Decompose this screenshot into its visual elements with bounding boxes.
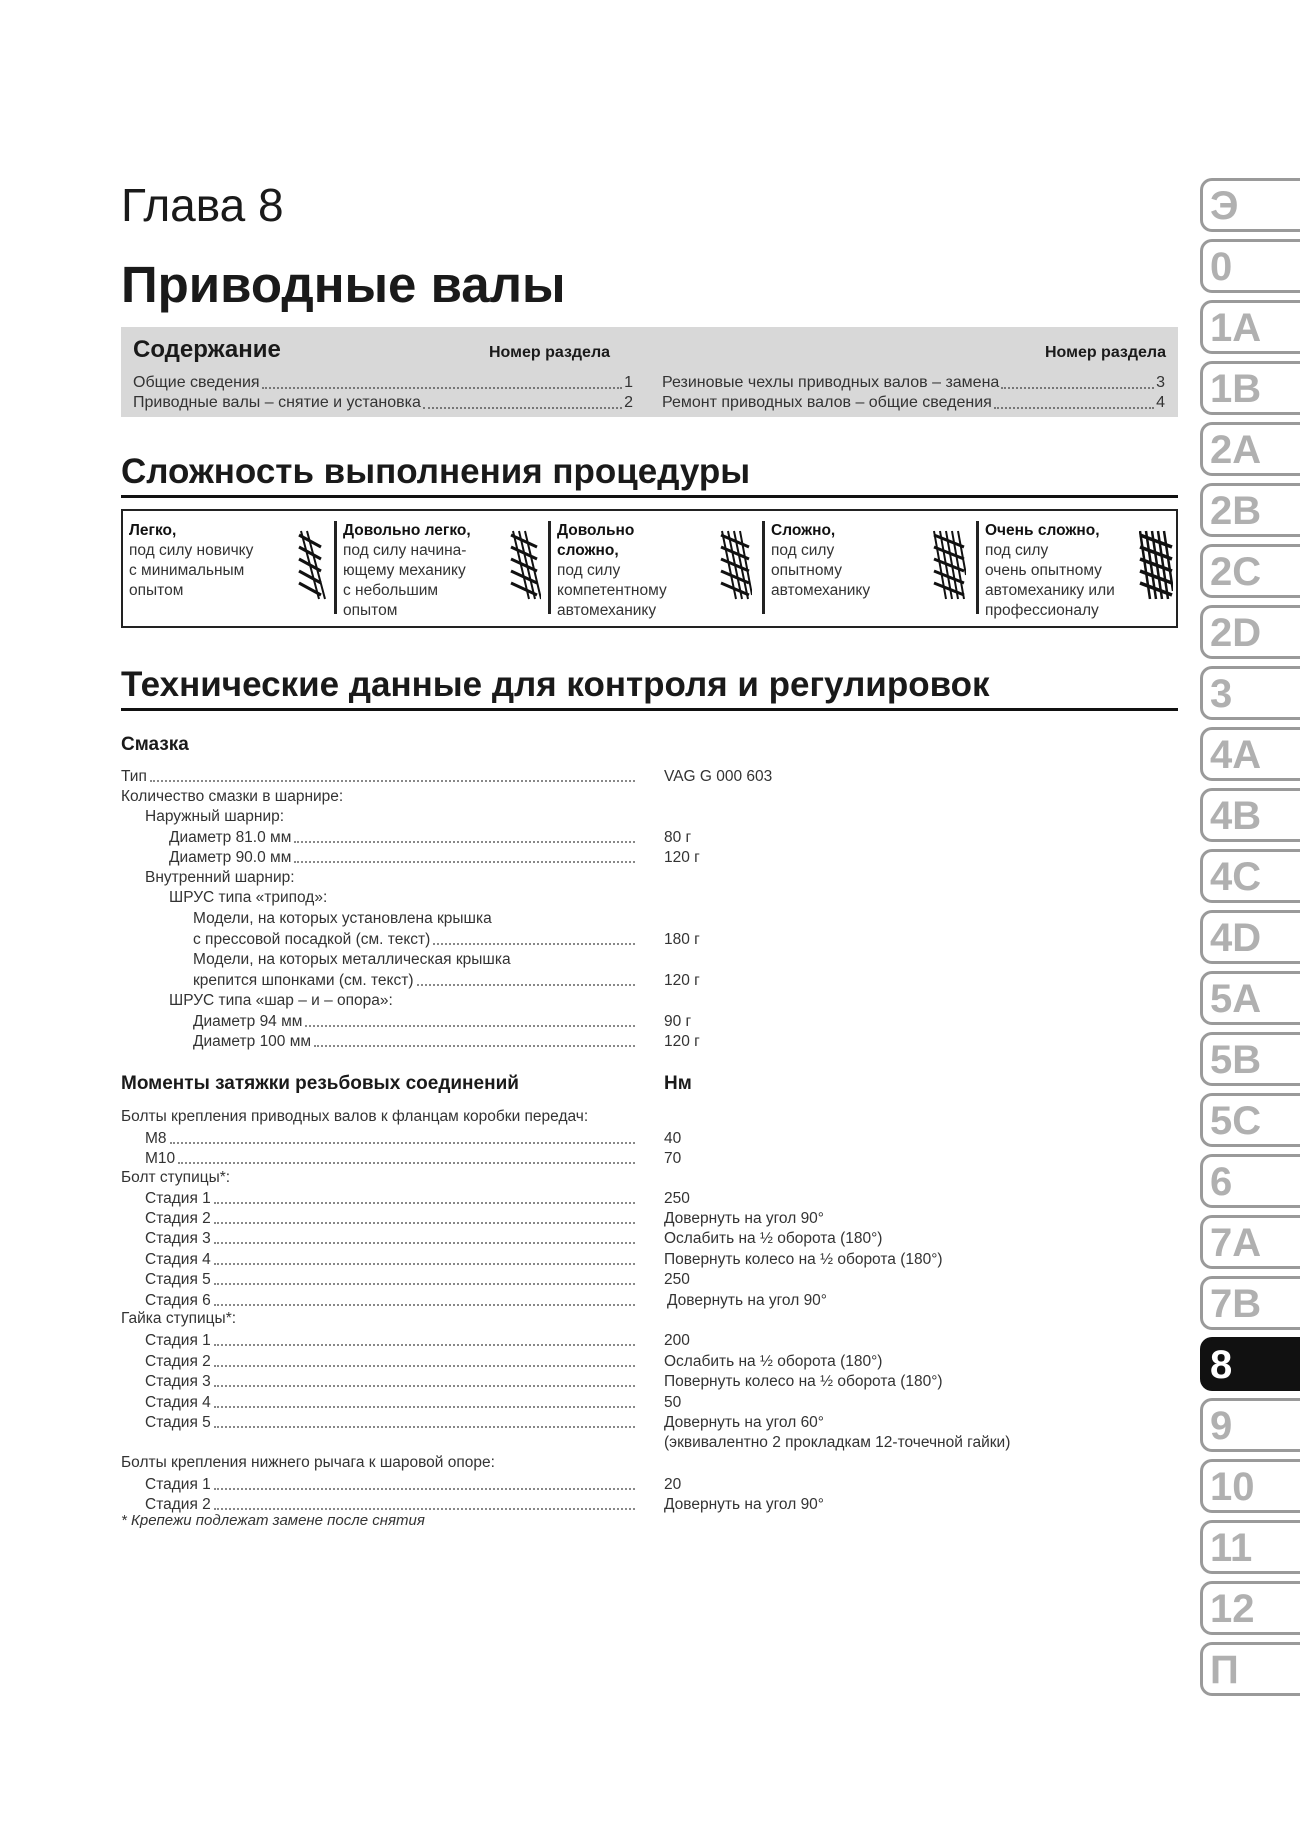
torque-unit: Нм [664,1073,692,1094]
spec-value: Ослабить на ½ оборота (180°) [664,1230,883,1247]
torque-title: Моменты затяжки резьбовых соединений [121,1073,519,1094]
chapter-tab-4c[interactable]: 4C [1200,849,1300,903]
wrench-level-2-icon [507,525,541,605]
spec-value: 180 г [664,931,700,948]
spec-value: Довернуть на угол 90° [667,1292,828,1309]
chapter-tab-6[interactable]: 6 [1200,1154,1300,1208]
spec-value: VAG G 000 603 [664,768,773,785]
wrench-level-5-icon [1139,525,1173,605]
chapter-tab-4d[interactable]: 4D [1200,910,1300,964]
chapter-tab-4b[interactable]: 4B [1200,788,1300,842]
spec-row: M10 [145,1148,638,1168]
spec-heading-row: Болты крепления нижнего рычага к шаровой опоре: [121,1454,495,1471]
spec-value: Повернуть колесо на ½ оборота (180°) [664,1373,943,1390]
spec-row: Стадия 2 [145,1351,638,1371]
spec-value: 80 г [664,829,692,846]
chapter-tab-10[interactable]: 10 [1200,1459,1300,1513]
section-number-header-right: Номер раздела [1044,344,1166,361]
spec-row: Стадия 5 [145,1412,638,1432]
spec-row: Диаметр 94 мм [193,1011,638,1031]
spec-value: Повернуть колесо на ½ оборота (180°) [664,1251,943,1268]
spec-row: Диаметр 100 мм [193,1031,638,1051]
chapter-tab-12[interactable]: 12 [1200,1581,1300,1635]
chapter-tab-3[interactable]: 3 [1200,666,1300,720]
chapter-tab-2a[interactable]: 2A [1200,422,1300,476]
spec-value: 40 [664,1130,682,1147]
toc-item[interactable]: Приводные валы – снятие и установка 2 [133,394,633,411]
spec-row: Стадия 2 [145,1494,638,1514]
spec-row: Стадия 1 [145,1330,638,1350]
chapter-tab-2b[interactable]: 2B [1200,483,1300,537]
spec-value: Довернуть на угол 60° [664,1414,825,1431]
footnote: * Крепежи подлежат замене после снятия [121,1512,425,1529]
chapter-tab-11[interactable]: 11 [1200,1520,1300,1574]
spec-value: 120 г [664,1033,700,1050]
spec-heading-row: Количество смазки в шарнире: [121,788,344,805]
spec-heading-row: Болты крепления приводных валов к фланцам коробки передач: [121,1108,589,1125]
chapter-tab-0[interactable]: 0 [1200,239,1300,293]
spec-row: Стадия 5 [145,1269,638,1289]
chapter-tab-5c[interactable]: 5C [1200,1093,1300,1147]
spec-row: Стадия 3 [145,1371,638,1391]
spec-value: 250 [664,1271,690,1288]
difficulty-level-2: Довольно легко, под силу начина- ющему механику с небольшим опытом [337,511,548,626]
spec-value-note: (эквивалентно 2 прокладкам 12-точечной гайки) [664,1434,1011,1451]
contents-title: Содержание [133,336,281,363]
difficulty-level-1: Легко, под силу новичку с минимальным опытом [123,511,334,626]
spec-heading-row: Болт ступицы*: [121,1169,231,1186]
wrench-level-1-icon [293,525,327,605]
specs-heading: Технические данные для контроля и регулировок [121,665,990,704]
spec-row: Диаметр 81.0 мм [169,827,638,847]
difficulty-level-3: Довольно сложно, под силу компетентному автомеханику [551,511,762,626]
spec-heading-row: Внутренний шарнир: [145,869,295,886]
spec-row: Стадия 4 [145,1249,638,1269]
difficulty-level-4: Сложно, под силу опытному автомеханику [765,511,976,626]
spec-value: 120 г [664,849,700,866]
chapter-tab-7a[interactable]: 7A [1200,1215,1300,1269]
chapter-tab-5b[interactable]: 5B [1200,1032,1300,1086]
chapter-number: Глава 8 [121,179,284,231]
spec-value: 250 [664,1190,690,1207]
wrench-level-3-icon [718,525,752,605]
spec-row: с прессовой посадкой (см. текст) [193,929,638,949]
chapter-tab-1b[interactable]: 1B [1200,361,1300,415]
spec-heading-row: ШРУС типа «шар – и – опора»: [169,992,393,1009]
spec-row: Стадия 1 [145,1474,638,1494]
lubrication-title: Смазка [121,734,189,755]
toc-item[interactable]: Общие сведения 1 [133,374,633,391]
spec-row: M8 [145,1128,638,1148]
difficulty-level-5: Очень сложно, под силу очень опытному автомеханику или профессионалу [979,511,1176,626]
spec-heading-row: Модели, на которых установлена крышка [193,910,492,927]
spec-row: Стадия 4 [145,1392,638,1412]
spec-row: крепится шпонками (см. текст) [193,970,638,990]
spec-value: 200 [664,1332,690,1349]
chapter-tab-2d[interactable]: 2D [1200,605,1300,659]
chapter-tab-п[interactable]: П [1200,1642,1300,1696]
spec-row: Стадия 6 [145,1290,638,1310]
toc-item[interactable]: Резиновые чехлы приводных валов – замена 3 [662,374,1165,391]
spec-row: Стадия 3 [145,1228,638,1248]
spec-row: Тип [121,766,638,786]
spec-heading-row: Модели, на которых металлическая крышка [193,951,511,968]
chapter-tab-1a[interactable]: 1A [1200,300,1300,354]
spec-heading-row: Наружный шарнир: [145,808,285,825]
chapter-tab-8[interactable]: 8 [1200,1337,1300,1391]
spec-value: Довернуть на угол 90° [664,1496,825,1513]
page-title: Приводные валы [121,256,566,313]
spec-value: Довернуть на угол 90° [664,1210,825,1227]
heading-rule [121,495,1178,498]
section-number-header-left: Номер раздела [489,344,611,361]
chapter-tab-2c[interactable]: 2C [1200,544,1300,598]
spec-value: 50 [664,1394,682,1411]
spec-row: Диаметр 90.0 мм [169,847,638,867]
spec-value: 20 [664,1476,682,1493]
spec-value: 120 г [664,972,700,989]
spec-row: Стадия 2 [145,1208,638,1228]
spec-row: Стадия 1 [145,1188,638,1208]
spec-value: 90 г [664,1013,692,1030]
chapter-tab-9[interactable]: 9 [1200,1398,1300,1452]
spec-heading-row: Гайка ступицы*: [121,1310,237,1327]
wrench-level-4-icon [932,525,966,605]
chapter-tab-5a[interactable]: 5A [1200,971,1300,1025]
chapter-tab-7b[interactable]: 7B [1200,1276,1300,1330]
spec-heading-row: ШРУС типа «трипод»: [169,889,328,906]
spec-value: Ослабить на ½ оборота (180°) [664,1353,883,1370]
chapter-tab-э[interactable]: Э [1200,178,1300,232]
difficulty-heading: Сложность выполнения процедуры [121,452,751,491]
spec-value: 70 [664,1150,682,1167]
toc-item[interactable]: Ремонт приводных валов – общие сведения 4 [662,394,1165,411]
difficulty-scale [121,509,1178,628]
contents-box [121,327,1178,417]
chapter-tab-4a[interactable]: 4A [1200,727,1300,781]
heading-rule [121,708,1178,711]
